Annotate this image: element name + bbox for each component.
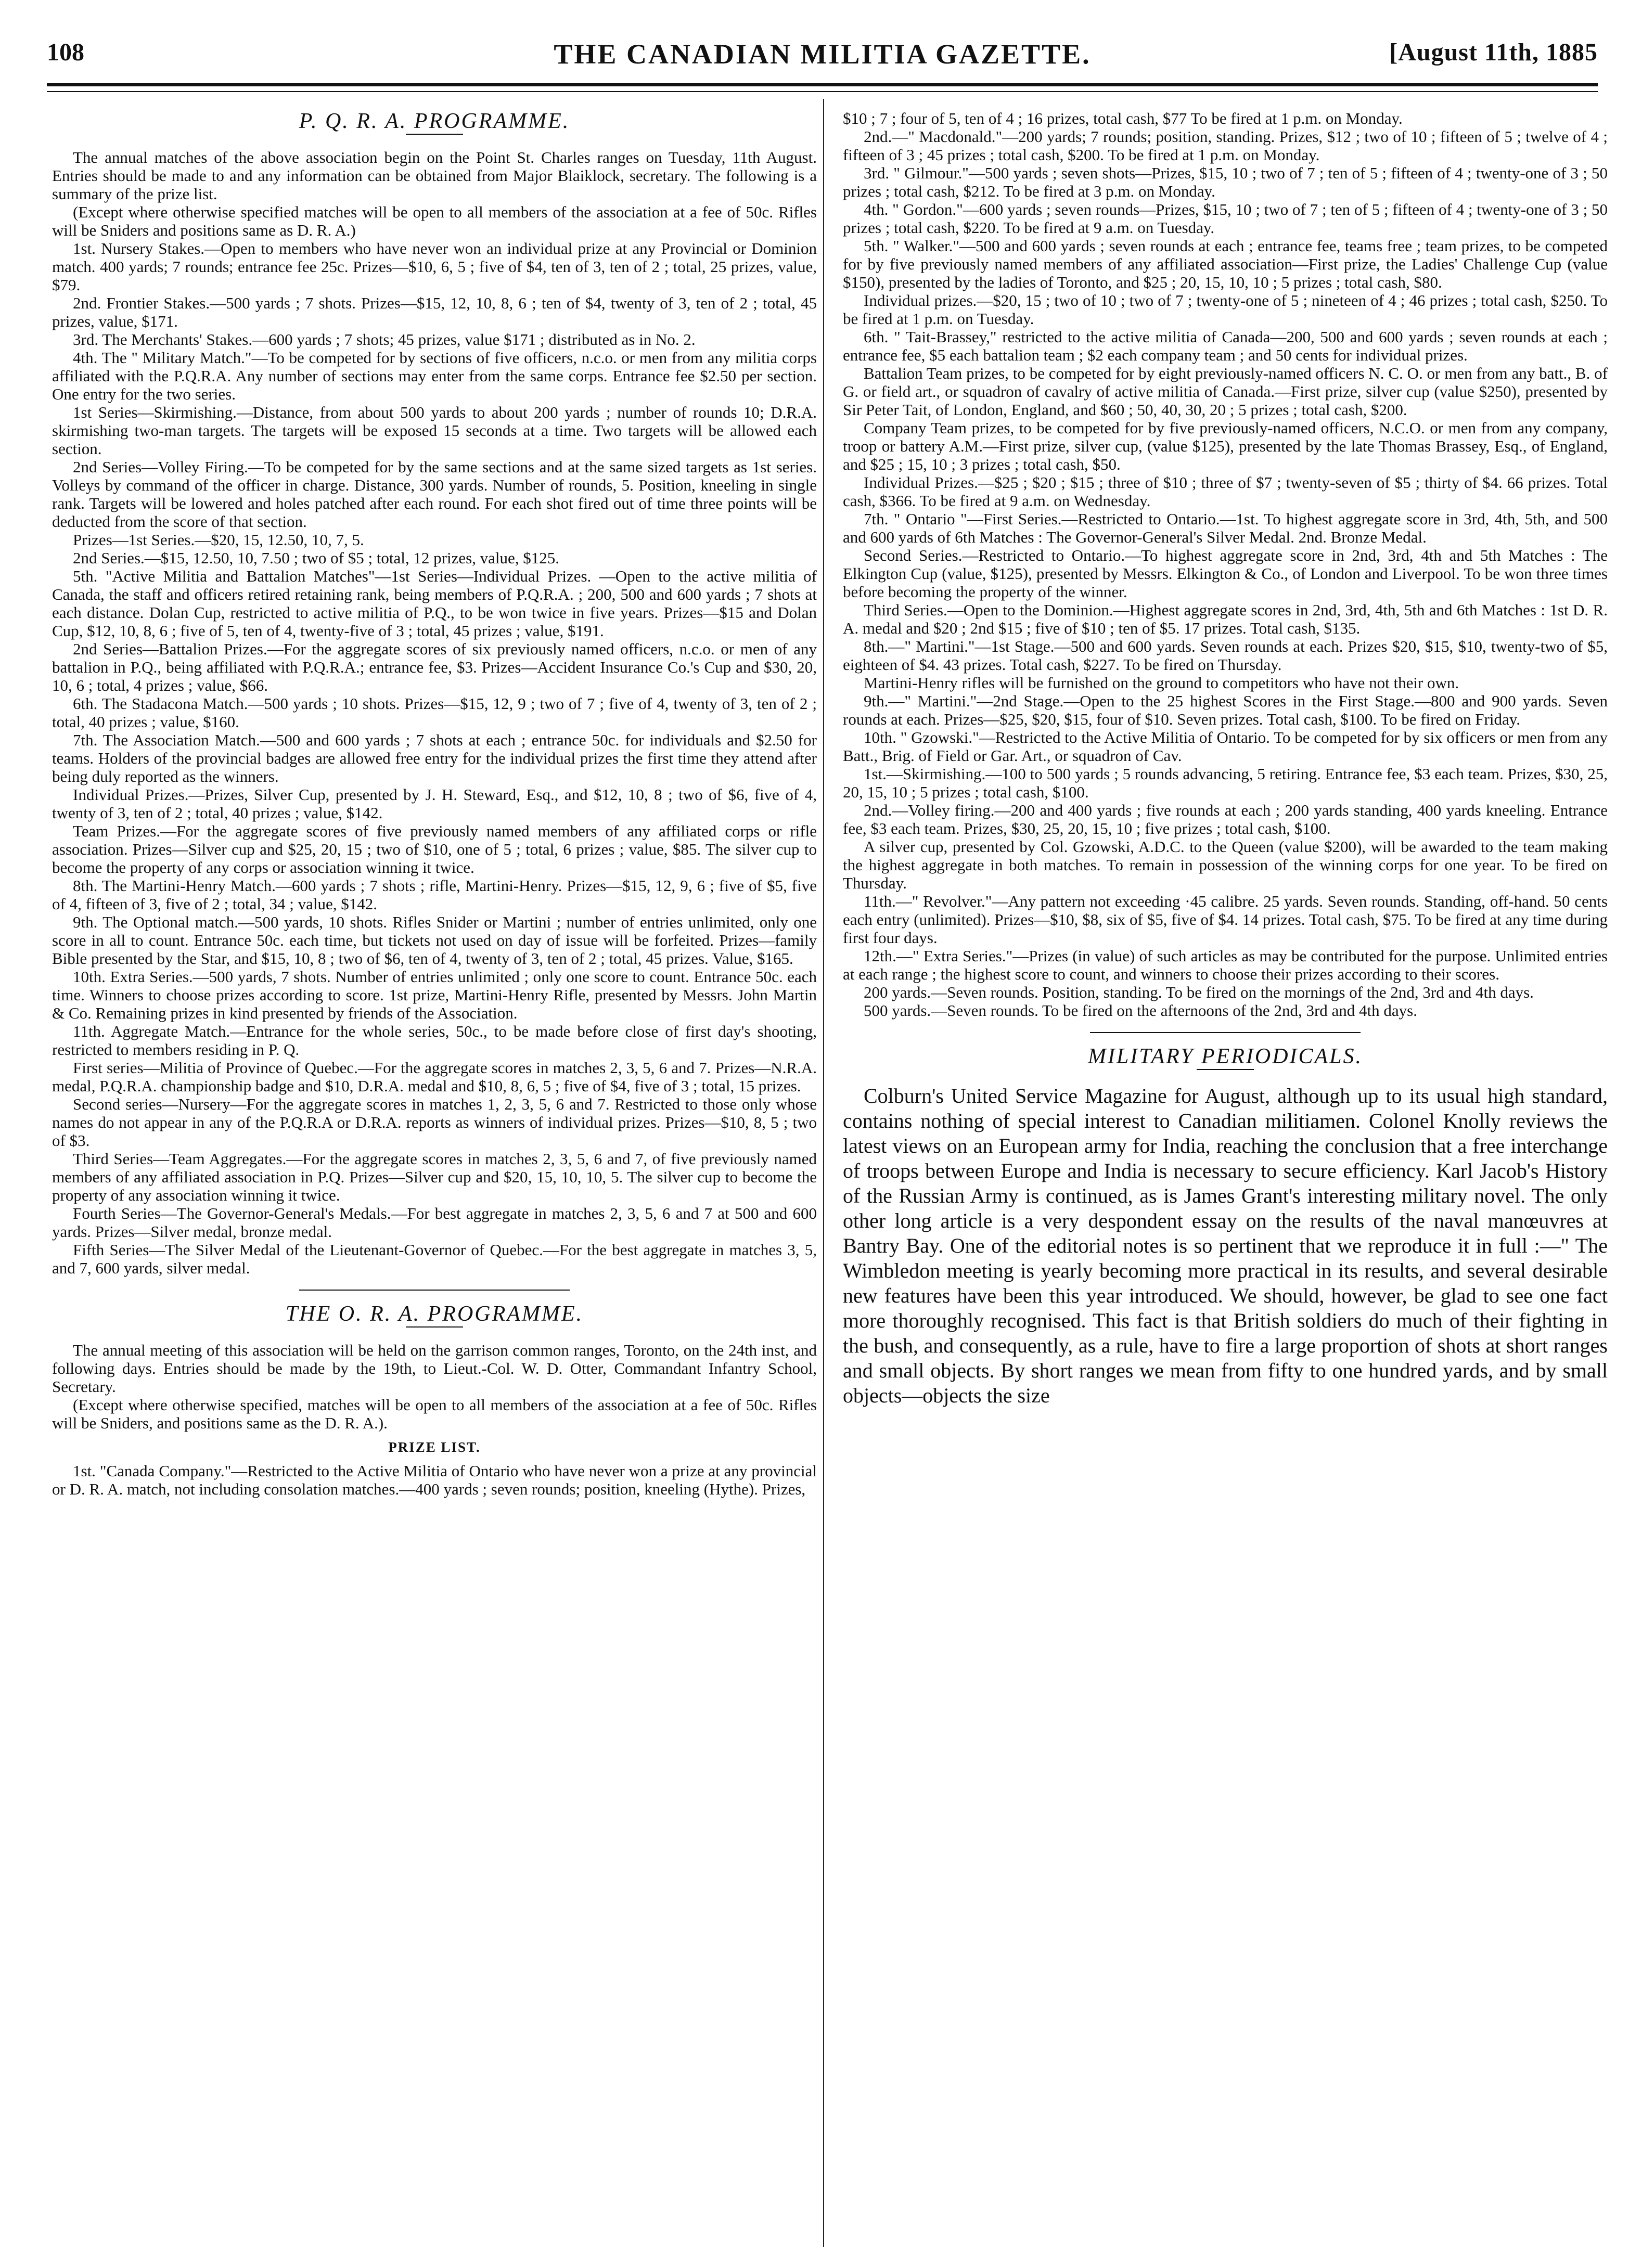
header-rule (47, 83, 1598, 86)
paragraph: Fifth Series—The Silver Medal of the Lieutenant-Governor of Quebec.—For the best aggregate in matches 3, 5, and 7, 600 yards, silver medal. (52, 1241, 817, 1277)
paragraph: 8th.—" Martini."—1st Stage.—500 and 600 yards. Seven rounds at each. Prizes $20, $15, $10, twenty-two of $5, eighteen of $4. 43 prizes. Total cash, $227. To be fired on Thursday. (843, 637, 1608, 674)
ora-prize-list-start (52, 1462, 817, 1498)
paragraph: First series—Militia of Province of Quebec.—For the aggregate scores in matches 2, 3, 5, 6 and 7. Prizes—N.R.A. medal, P.Q.R.A. championship badge and $10, D.R.A. medal and $10, 8, 6, 5 ; five of $4, five of 3 ; total, 15 prizes. (52, 1059, 817, 1095)
page-number: 108 (47, 38, 84, 66)
periodicals-article: Colburn's United Service Magazine for August, although up to its usual high standard, contains nothing of special interest to Canadian militiamen. Colonel Knolly reviews the latest views on an European army for India, reaching the conclusion that a free interchange of troops between Europe and India is necessary to secure efficiency. Karl Jacob's History of the Russian Army is continued, as is James Grant's interesting military novel. The only other long article is a very despondent essay on the results of the naval manœuvres at Bantry Bay. One of the editorial notes is so pertinent that we reproduce it in full :—" The Wimbledon meeting is yearly becoming more practical in its results, and several desirable new features have been this year introduced. We should, however, be glad to see one fact more thoroughly recognised. This fact is that British soldiers do much of their fighting in the bush, and consequently, as a rule, have to fire a large proportion of shots at short ranges and small objects. By short ranges we mean from fifty to one hundred yards, and by small objects—objects the size (843, 1084, 1608, 1407)
paragraph: Individual Prizes.—Prizes, Silver Cup, presented by J. H. Steward, Esq., and $12, 10, 8 ; two of $6, five of 4, twenty of 3, ten of 2 ; total, 40 prizes ; value, $142. (52, 785, 817, 822)
paragraph: 6th. " Tait-Brassey," restricted to the active militia of Canada—200, 500 and 600 yards ; seven rounds at each ; entrance fee, $5 each battalion team ; $2 each company team ; and 50 cents for individual prizes. (843, 328, 1608, 364)
paragraph: 8th. The Martini-Henry Match.—600 yards ; 7 shots ; rifle, Martini-Henry. Prizes—$15, 12, 9, 6 ; five of $5, five of 4, fifteen of 3, five of 2 ; total, 34 ; value, $142. (52, 877, 817, 913)
left-column (52, 109, 817, 2247)
paragraph: Prizes—1st Series.—$20, 15, 12.50, 10, 7, 5. (73, 531, 364, 549)
paragraph: Fourth Series—The Governor-General's Medals.—For best aggregate in matches 2, 3, 5, 6 and 7 at 500 and 600 yards. Prizes—Silver medal, bronze medal. (52, 1204, 817, 1241)
paragraph: 12th.—" Extra Series."—Prizes (in value) of such articles as may be contributed for the purpose. Unlimited entries at each range ; the highest score to count, and winners to choose their prizes according to their scores. (843, 947, 1608, 983)
paragraph: 11th. Aggregate Match.—Entrance for the whole series, 50c., to be made before close of first day's shooting, restricted to members residing in P. Q. (52, 1022, 817, 1059)
paragraph: (Except where otherwise specified, matches will be open to all members of the association at a fee of 50c. Rifles will be Sniders, and positions same as the D. R. A.). (52, 1396, 817, 1432)
paragraph: 500 yards.—Seven rounds. To be fired on the afternoons of the 2nd, 3rd and 4th days. (864, 1001, 1417, 1020)
paragraph: 4th. " Gordon."—600 yards ; seven rounds—Prizes, $15, 10 ; two of 7 ; ten of 5 ; fifteen of 4 ; twenty-one of 3 ; 50 prizes ; total cash, $220. To be fired at 9 a.m. on Tuesday. (843, 200, 1608, 237)
paragraph: Third Series—Team Aggregates.—For the aggregate scores in matches 2, 3, 5, 6 and 7, of five previously named members of any affiliated association in P.Q. Prizes—Silver cup and $20, 15, 10, 10, 5. The silver cup to become the property of any association winning it twice. (52, 1150, 817, 1204)
paragraph: 10th. Extra Series.—500 yards, 7 shots. Number of entries unlimited ; only one score to count. Entrance 50c. each time. Winners to choose prizes according to score. 1st prize, Martini-Henry Rifle, presented by Messrs. John Martin & Co. Remaining prizes in kind presented by friends of the Association. (52, 968, 817, 1022)
paragraph: 200 yards.—Seven rounds. Position, standing. To be fired on the mornings of the 2nd, 3rd and 4th days. (864, 983, 1534, 1001)
paragraph: 4th. The " Military Match."—To be competed for by sections of five officers, n.c.o. or men from any militia corps affiliated with the P.Q.R.A. Any number of sections may enter from the same corps. Entrance fee $2.50 per section. One entry for the two series. (52, 349, 817, 403)
issue-date: [August 11th, 1885 (1389, 38, 1598, 66)
paragraph: 1st. "Canada Company."—Restricted to the Active Militia of Ontario who have never won a prize at any provincial or D. R. A. match, not including consolation matches.—400 yards ; seven rounds; position, kneeling (Hythe). Prizes, (52, 1462, 817, 1498)
periodicals-title: MILITARY PERIODICALS. (1087, 1045, 1363, 1068)
paragraph: Individual prizes.—$20, 15 ; two of 10 ; two of 7 ; twenty-one of 5 ; nineteen of 4 ; 46 prizes ; total cash, $250. To be fired at 1 p.m. on Tuesday. (843, 291, 1608, 328)
pqra-article (52, 148, 817, 1277)
paragraph: The annual meeting of this association will be held on the garrison common ranges, Toronto, on the 24th inst, and following days. Entries should be made by the 19th, to Lieut.-Col. W. D. Otter, Commandant Infantry School, Secretary. (52, 1341, 817, 1396)
column-divider (823, 99, 824, 2247)
paragraph: 2nd.—" Macdonald."—200 yards; 7 rounds; position, standing. Prizes, $12 ; two of 10 ; fifteen of 5 ; twelve of 4 ; fifteen of 3 ; 45 prizes ; total cash, $200. To be fired at 1 p.m. on Monday. (843, 127, 1608, 164)
paragraph: Individual Prizes.—$25 ; $20 ; $15 ; three of $10 ; three of $7 ; twenty-seven of $5 ; thirty of $4. 66 prizes. Total cash, $366. To be fired at 9 a.m. on Wednesday. (843, 473, 1608, 510)
paragraph: 3rd. The Merchants' Stakes.—600 yards ; 7 shots; 45 prizes, value $171 ; distributed as in No. 2. (73, 330, 696, 349)
paragraph: Team Prizes.—For the aggregate scores of five previously named members of any affiliated corps or rifle association. Prizes—Silver cup and $25, 20, 15 ; two of $10, one of 5 ; total, 6 prizes ; value, $85. The silver cup to become the property of any corps or association winning it twice. (52, 822, 817, 877)
paragraph: 9th. The Optional match.—500 yards, 10 shots. Rifles Snider or Martini ; number of entries unlimited, only one score in all to count. Entrance 50c. each time, but tickets not used on day of issue will be forfeited. Prizes—family Bible presented by the Star, and $15, 10, 8 ; two of $6, ten of 4, twenty of 3, ten of 2 ; total, 45 prizes. Value, $165. (52, 913, 817, 968)
header-rule-thin (47, 91, 1598, 92)
paragraph: 6th. The Stadacona Match.—500 yards ; 10 shots. Prizes—$15, 12, 9 ; two of 7 ; five of 4, twenty of 3, ten of 2 ; total, 40 prizes ; value, $160. (52, 694, 817, 731)
paragraph: 1st Series—Skirmishing.—Distance, from about 500 yards to about 200 yards ; number of rounds 10; D.R.A. skirmishing two-man targets. The targets will be exposed 15 seconds at a time. Two targets will be allowed each section. (52, 403, 817, 458)
paragraph: Martini-Henry rifles will be furnished on the ground to competitors who have not their own. (864, 674, 1459, 692)
ora-prize-list-continued (843, 109, 1608, 1020)
paragraph: 2nd Series.—$15, 12.50, 10, 7.50 ; two of $5 ; total, 12 prizes, value, $125. (73, 549, 560, 567)
page-header (47, 29, 1598, 78)
paragraph: 5th. "Active Militia and Battalion Matches"—1st Series—Individual Prizes. —Open to the active militia of Canada, the staff and officers retired retaining rank, being members of P.Q.R.A. ; 200, 500 and 600 yards ; 7 shots at each distance. Dolan Cup, restricted to active militia of P.Q., to be won twice in five years. Prizes—$15 and Dolan Cup, $12, 10, 8, 6 ; five of 5, ten of 4, twenty-five of 3 ; total, 45 prizes ; value, $191. (52, 567, 817, 640)
title-rule (406, 1326, 463, 1328)
paragraph: (Except where otherwise specified matches will be open to all members of the association at a fee of 50c. Rifles will be Sniders and positions same as D. R. A.) (52, 203, 817, 239)
paragraph: 10th. " Gzowski."—Restricted to the Active Militia of Ontario. To be competed for by six officers or men from any Batt., Brig. of Field or Gar. Art., or squadron of Cav. (843, 728, 1608, 765)
paragraph: Battalion Team prizes, to be competed for by eight previously-named officers N. C. O. or men from any batt., B. of G. or field art., or squadron of cavalry of active militia of Canada.—First prize, silver cup (value $250), presented by Sir Peter Tait, of London, England, and $60 ; 50, 40, 30, 20 ; 5 prizes ; total cash, $200. (843, 364, 1608, 419)
title-rule (1197, 1069, 1254, 1070)
paragraph: The annual matches of the above association begin on the Point St. Charles ranges on Tuesday, 11th August. Entries should be made to and any information can be obtained from Major Blaiklock, secretary. The following is a summary of the prize list. (52, 148, 817, 203)
pqra-title: P. Q. R. A. PROGRAMME. (299, 109, 570, 133)
paragraph: 9th.—" Martini."—2nd Stage.—Open to the 25 highest Scores in the First Stage.—800 and 900 yards. Seven rounds at each. Prizes—$25, $20, $15, four of $10. Seven prizes. Total cash, $100. To be fired on Friday. (843, 692, 1608, 728)
paragraph: Second series—Nursery—For the aggregate scores in matches 1, 2, 3, 5, 6 and 7. Restricted to those only whose names do not appear in any of the P.Q.R.A or D.R.A. reports as winners of individual prizes. Prizes—$10, 8, 5 ; two of $3. (52, 1095, 817, 1150)
section-rule (1090, 1032, 1361, 1033)
paragraph: 1st.—Skirmishing.—100 to 500 yards ; 5 rounds advancing, 5 retiring. Entrance fee, $3 each team. Prizes, $30, 25, 20, 15, 10 ; 5 prizes ; total cash, $100. (843, 765, 1608, 801)
prize-list-heading: PRIZE LIST. (388, 1439, 481, 1455)
section-rule (299, 1290, 570, 1291)
paragraph: Company Team prizes, to be competed for by five previously-named officers, N.C.O. or men from any company, troop or battery A.M.—First prize, silver cup, (value $125), presented by the late Thomas Brassey, Esq., of England, and $25 ; 15, 10 ; 3 prizes ; total cash, $50. (843, 419, 1608, 473)
ora-title: THE O. R. A. PROGRAMME. (285, 1302, 584, 1326)
paragraph: 11th.—" Revolver."—Any pattern not exceeding ·45 calibre. 25 yards. Seven rounds. Standing, off-hand. 50 cents each entry (unlimited). Prizes—$10, $8, six of $5, five of $4. 14 prizes. Total cash, $75. To be fired at any time during first four days. (843, 892, 1608, 947)
paragraph: 2nd.—Volley firing.—200 and 400 yards ; five rounds at each ; 200 yards standing, 400 yards kneeling. Entrance fee, $3 each team. Prizes, $30, 25, 20, 15, 10 ; five prizes ; total cash, $100. (843, 801, 1608, 837)
ora-article (52, 1341, 817, 1432)
paragraph: 7th. The Association Match.—500 and 600 yards ; 7 shots at each ; entrance 50c. for individuals and $2.50 for teams. Holders of the provincial badges are allowed free entry for the individual prizes the first time they attend after being duly reported as the winners. (52, 731, 817, 785)
paragraph: 2nd Series—Volley Firing.—To be competed for by the same sections and at the same sized targets as 1st series. Volleys by command of the officer in charge. Distance, 300 yards. Number of rounds, 5. Position, kneeling in single rank. Targets will be lowered and holes patched after each round. For each shot fired out of time three points will be deducted from the score of that section. (52, 458, 817, 531)
paragraph: 2nd Series—Battalion Prizes.—For the aggregate scores of six previously named officers, n.c.o. or men of any battalion in P.Q., being affiliated with P.Q.R.A.; entrance fee, $3. Prizes—Accident Insurance Co.'s Cup and $30, 20, 10, 6 ; total, 4 prizes ; value, $66. (52, 640, 817, 694)
paragraph: 1st. Nursery Stakes.—Open to members who have never won an individual prize at any Provincial or Dominion match. 400 yards; 7 rounds; entrance fee 25c. Prizes—$10, 6, 5 ; five of $4, ten of 3, ten of 2 ; total, 25 prizes, value, $79. (52, 239, 817, 294)
paragraph: 2nd. Frontier Stakes.—500 yards ; 7 shots. Prizes—$15, 12, 10, 8, 6 ; ten of $4, twenty of 3, ten of 2 ; total, 45 prizes, value, $171. (52, 294, 817, 330)
paragraph: A silver cup, presented by Col. Gzowski, A.D.C. to the Queen (value $200), will be awarded to the team making the highest aggregate in both matches. To remain in possession of the winning corps for one year. To be fired on Thursday. (843, 837, 1608, 892)
paragraph: $10 ; 7 ; four of 5, ten of 4 ; 16 prizes, total cash, $77 To be fired at 1 p.m. on Monday. (843, 109, 1403, 127)
paragraph: Third Series.—Open to the Dominion.—Highest aggregate scores in 2nd, 3rd, 4th, 5th and 6th Matches : 1st D. R. A. medal and $20 ; 2nd $15 ; five of $10 ; ten of $5. 17 prizes. Total cash, $135. (843, 601, 1608, 637)
paragraph: 3rd. " Gilmour."—500 yards ; seven shots—Prizes, $15, 10 ; two of 7 ; ten of 5 ; fifteen of 4 ; twenty-one of 3 ; 50 prizes ; total cash, $212. To be fired at 3 p.m. on Monday. (843, 164, 1608, 200)
right-column (843, 109, 1608, 2247)
title-rule (406, 134, 463, 135)
paragraph: Second Series.—Restricted to Ontario.—To highest aggregate score in 2nd, 3rd, 4th and 5th Matches : The Elkington Cup (value, $125), presented by Messrs. Elkington & Co., of London and Liverpool. To be won three times before becoming the property of the winner. (843, 546, 1608, 601)
masthead-title: THE CANADIAN MILITIA GAZETTE. (554, 38, 1091, 70)
paragraph: 7th. " Ontario "—First Series.—Restricted to Ontario.—1st. To highest aggregate score in 3rd, 4th, 5th, and 500 and 600 yards of 6th Matches : The Governor-General's Silver Medal. 2nd. Bronze Medal. (843, 510, 1608, 546)
paragraph: 5th. " Walker."—500 and 600 yards ; seven rounds at each ; entrance fee, teams free ; team prizes, to be competed for by five previously named members of any affiliated association—First prize, the Ladies' Challenge Cup (value $150), presented by the ladies of Toronto, and $25 ; 20, 15, 10, 10 ; 5 prizes ; total cash, $80. (843, 237, 1608, 291)
